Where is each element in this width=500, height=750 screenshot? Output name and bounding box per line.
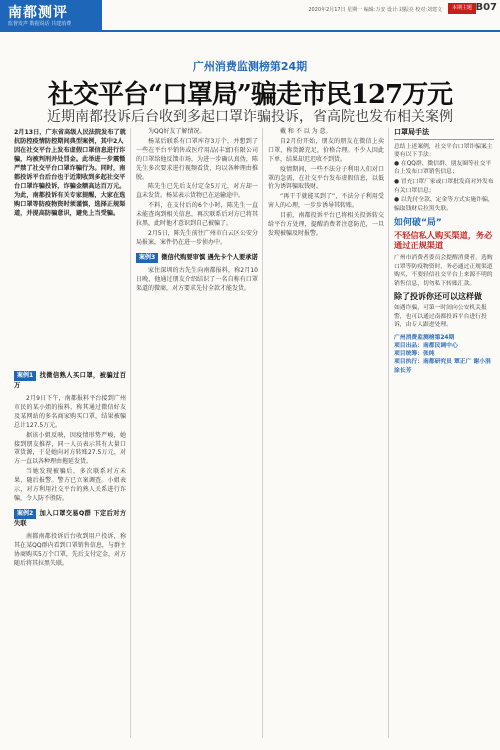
list-item: ● 在QQ群、微信群、朋友圈等社交平台上发布口罩销售信息；	[394, 160, 492, 176]
article-paragraph: 疫情期间，一些不法分子利用人们对口罩的急需，在社交平台发布虚假信息，以低价为诱饵骗取钱财。	[268, 165, 384, 191]
masthead-rule	[0, 30, 500, 32]
article-column-1	[14, 366, 126, 570]
lead-paragraph: 2月13日，广东省高级人民法院发布了就抗防控疫情防控期间典型案例，其中2人因在社交平台上发布虚假口罩信息进行诈骗，均被判刑并处罚金。此举进一步震慑严禁了社交平台口罩诈骗行为。同时，南都投诉平台后台也于近期收到多起社交平台口罩诈骗投诉，诈骗金额高达百万元。为此，南都投诉有关专家提醒，大家在选购口罩等防疫物资时须谨慎，选择正规渠道，并提高防骗意识，避免上当受骗。	[14, 129, 126, 217]
sidebar-headline: 不轻信私人购买渠道，务必通过正规渠道	[394, 229, 493, 251]
article-paragraph: 自2月份开始，朋友的朋友在微信上卖口罩，称货源充足，价格合理。不少人因此下单，结果却迟迟收不到货。	[268, 137, 384, 163]
sidebar-title: 口罩局手法	[394, 128, 494, 140]
page-number: B07	[475, 2, 497, 13]
masthead	[0, 0, 500, 30]
case-heading	[136, 253, 258, 263]
article-paragraph: 2月5日，陈先生前往广州市白云区公安分局报案，案件仍在进一步侦办中。	[136, 229, 258, 246]
sidebar-box	[394, 128, 494, 375]
case-title: 加入口罩交易Q群 下定后对方失联	[14, 509, 126, 527]
article-paragraph: 家住深圳的古先生向南都报料，称2月10日晚，他通过朋友介绍结识了一名自称有口罩渠道的微商，对方要求先付全款才能发货。	[136, 266, 258, 292]
sidebar-section-title: 如何破“局”	[394, 218, 442, 229]
article-paragraph: 目前，南都投诉平台已将相关投诉转交给平台方处理，提醒消费者注意防范，一旦发现被骗及时报警。	[268, 212, 384, 237]
case-tag: 案例2	[14, 509, 36, 519]
case-title: 找微信熟人买口罩，被骗过百万	[14, 372, 126, 389]
list-item: ● 冒充口罩厂家或口罩批发商对外发布有关口罩信息；	[394, 178, 494, 194]
article-paragraph: 戴 和 不 以 为 意。	[280, 128, 332, 135]
case-tag: 案例1	[14, 371, 36, 381]
article-paragraph: 为QQ好友了解情况。	[148, 128, 206, 135]
headline: 社交平台“口罩局”骗走市民127万元	[47, 80, 453, 110]
article-column-2	[136, 128, 258, 295]
column-divider	[262, 128, 263, 738]
case-tag: 案例3	[136, 253, 158, 263]
section-slogan: 监督发声 数据说话 共建消费	[8, 21, 72, 27]
section-title: 南都测评	[8, 5, 68, 21]
article-paragraph: 杨某后联系有口罩库存3万个，并想到了一些在平台平销售或医疗用品(丰富)有限公司的口罩给他反馈市场，为进一步确认真伪，陈先生多次要求进行视频看货，均以各种理由推脱。	[136, 137, 258, 181]
section-logo	[0, 0, 102, 30]
case-heading	[14, 371, 126, 391]
sidebar-section-title: 除了投诉你还可以这样做	[394, 292, 482, 302]
sidebar-list	[394, 160, 494, 214]
article-paragraph: 据该小姐反映，因疫情形势严峻，她接到朋友推荐，同一人员表示其有大量口罩货源，于是她向对方转账27.5万元，对方一直以各种理由拖延发货。	[14, 431, 126, 466]
dateline: 2020年2月17日 星期一 编辑:万安 设计:刘振亮 校对:刘建文	[308, 7, 442, 13]
credit-title: 广州消费监测榜第24期	[394, 334, 455, 341]
page-tag: 本期主题	[448, 3, 476, 14]
case-title: 微信代购要审慎 遇先卡个人要承诺	[161, 253, 258, 261]
sidebar-paragraph: 广州市消费者委员会提醒消费者，选购口罩等防疫物资时，务必通过正规渠道购买，不要轻信社交平台上来源不明的销售信息，切勿私下转账汇款。	[394, 254, 493, 287]
subheadline: 近期南都投诉后台收到多起口罩诈骗投诉，省高院也发布相关案例	[47, 109, 453, 125]
article-paragraph: “再干干就能买到了”，不法分子利用受害人的心理，一步步诱导其转账。	[268, 193, 384, 210]
column-divider	[388, 128, 389, 738]
article-paragraph: 陈先生已先后支付定金5万元，对方却一直未发货。杨某表示货物已在运输途中。	[136, 183, 258, 200]
credit-line: 项目统筹：张纯	[394, 351, 435, 358]
credit-line: 项目出品：南都民调中心	[394, 342, 458, 349]
article-column-3	[268, 128, 384, 240]
kicker: 广州消费监测榜第24期	[192, 60, 308, 73]
case-heading	[14, 509, 126, 529]
article-paragraph: 不料，在支付后的6个小时，陈先生一直未能查询到相关信息，再次联系后对方已将其拉黑，此时他才意识到自己被骗了。	[136, 202, 258, 228]
column-divider	[130, 128, 131, 738]
sidebar-paragraph: 如遇诈骗，可第一时间向公安机关报警，也可以通过南都投诉平台进行投诉，由专人跟进处理。	[394, 304, 487, 329]
article-paragraph: 当她发现被骗后，多次联系对方未果，随后报警。警方已立案调查。小姐表示，对方利用社交平台的熟人关系进行诈骗，令人防不胜防。	[14, 468, 126, 502]
credit-line: 项目执行：南都研究员 覃正广 谢小涓 涂长芳	[394, 359, 491, 374]
article-paragraph: 2月9日下午，南都报料平台接到广州市民的某小姐的报料，称其通过微信好友及某网站的多名商家购买口罩，结果被骗总计127.5万元。	[14, 395, 126, 429]
credits	[394, 334, 494, 375]
sidebar-intro: 总结上述案例，社交平台口罩诈骗案主要有以下手法：	[394, 143, 493, 159]
list-item: ● 以先付全款、定金等方式实施诈骗，骗取钱财后拉黑失联。	[394, 197, 494, 212]
article-paragraph: 南都南都投诉后台收到用户投诉，称其在某QQ群内看到口罩销售信息，与群主协商购买5万个口罩，先后支付定金，对方随后将其拉黑失联。	[14, 532, 126, 567]
